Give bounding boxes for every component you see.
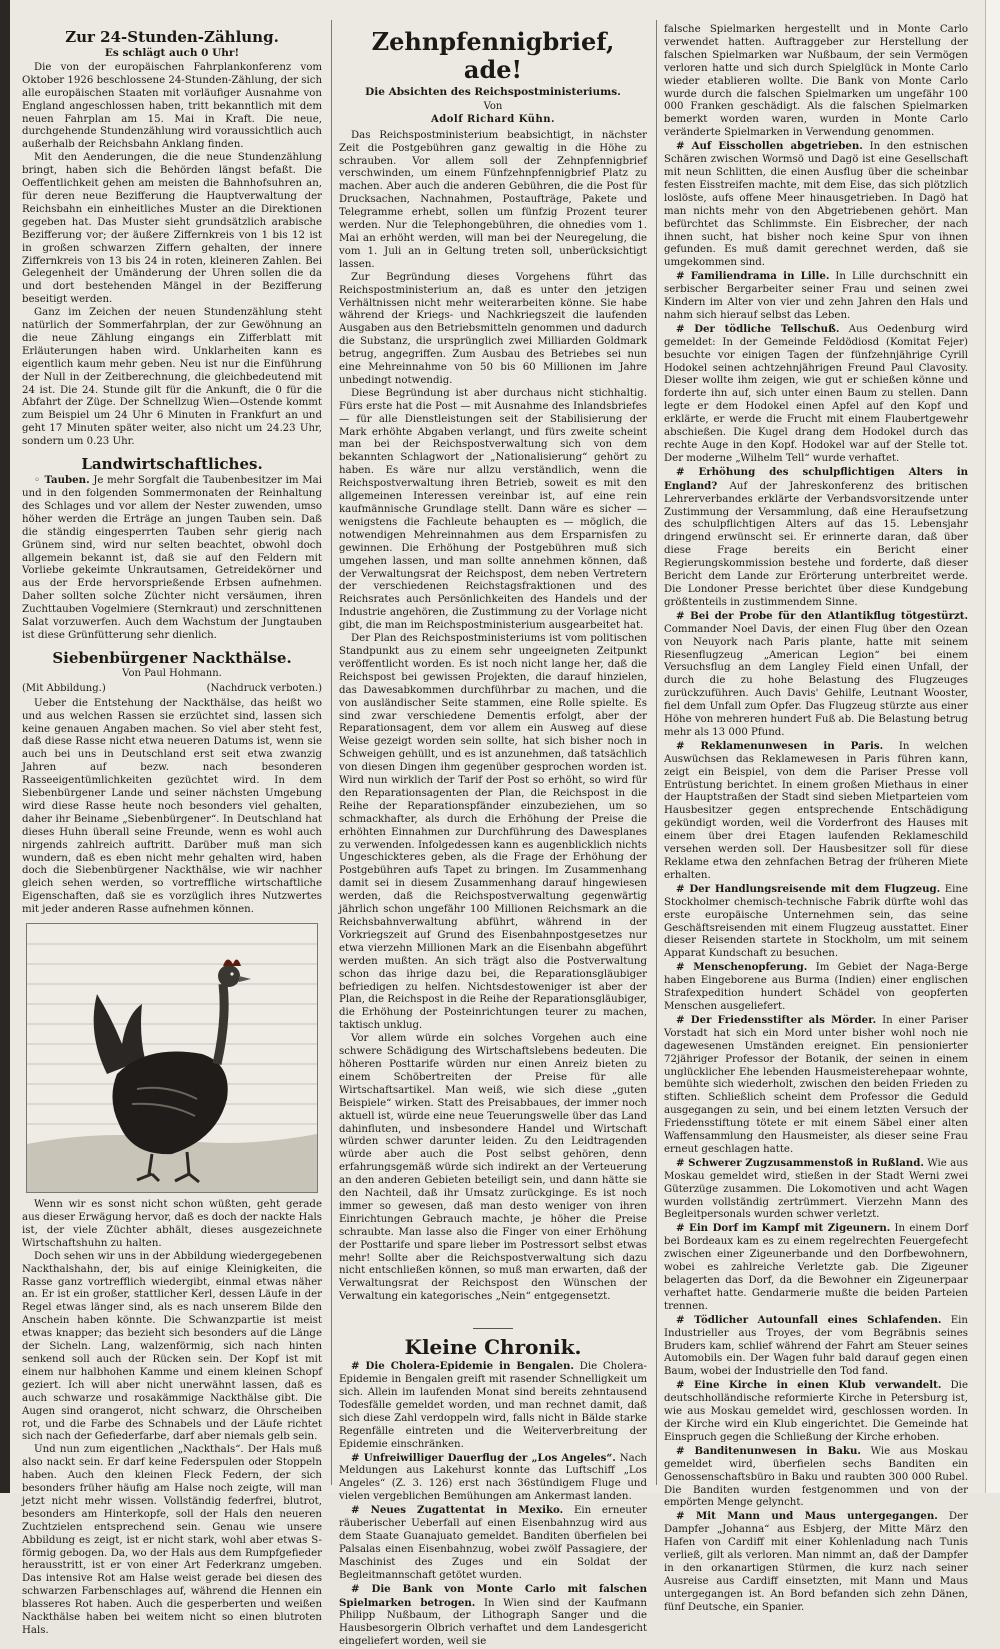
chronik-item-lead: # Tödlicher Autounfall eines Schlafenden.	[676, 1313, 942, 1326]
chronik-item-text: Die deutschholländische reformierte Kirche in Petersburg ist, wie aus Moskau gemeldet wird, geschlossen worden. In der Kirche wird ein Klub eingerichtet. Die Gemeinde hat Einspruch gegen die Schließung der Kirche erhoben.	[664, 1380, 968, 1443]
chronik-item-text: Auf der Jahreskonferenz des britischen Lehrerverbandes erklärte der Verbandsvorsitzende unter Zustimmung der Versammlung, daß eine Heraufsetzung des schulpflichtigen Alters auf das 15. Lebensjahr dringend erwünscht sei. Er erinnerte daran, daß über diese Frage bereits ein Bericht einer Regierungskommission bestehe und forderte, daß dieser Bericht dem Lande zur Erörterung unterbreitet werde. Die Londoner Presse berichtet über diese Kundgebung größtenteils in zustimmendem Sinne.	[664, 480, 968, 608]
chronik-item	[664, 740, 968, 883]
chronik-item-text: In einer Pariser Vorstadt hat sich ein Mord unter bisher wohl noch nie dagewesenen Umständen ereignet. Ein pensionierter 72jähriger Professor der Botanik, der seinen in einem unglücklicher Ehe lebenden Hausmeisterehepaar wohnte, bemühte sich wiederholt, zwischen den beiden Frieden zu stiften. Schließlich scheint dem Professor die Geduld ausgegangen zu sein, und bei einem letzten Versuch der Friedensstiftung tötete er mit einem Säbel einer alten Waffensammlung den Hausmeister, als dieser seine Frau erneut geschlagen hatte.	[664, 1014, 968, 1155]
chronik-item-text: Eine Stockholmer chemisch-technische Fabrik dürfte wohl das erste europäische Unternehmen sein, das seine Geschäftsreisenden mit einem Flugzeug ausstattet. Einer dieser Reisenden startete in Stockholm, um mit seinem Apparat Kundschaft zu besuchen.	[664, 883, 968, 960]
chronik-item-text: Aus Oedenburg wird gemeldet: In der Gemeinde Feldödiosd (Komitat Fejer) besuchte vor einigen Tagen der fünfzehnjährige Cyrill Hodokel seinen achtzehnjährigen Freund Paul Clavosity. Dieser wollte ihm zeigen, wie gut er schießen könne und forderte ihn auf, sich unter einen Baum zu stellen. Dann legte er dem Hodokel einen Apfel auf den Kopf und erklärte, er werde die Frucht mit einem Flaubertgewehr abschießen. Die Kugel drang dem Hodokel durch das rechte Auge in den Kopf. Hodokel war auf der Stelle tot. Der moderne „Wilhelm Tell“ wurde verhaftet.	[664, 323, 968, 464]
chronik-item	[664, 140, 968, 270]
article-paragraph	[22, 474, 322, 643]
column-left	[22, 28, 322, 1636]
chronik-item	[339, 1452, 647, 1505]
chronik-item	[339, 1504, 647, 1582]
chronik-item-lead: # Der Handlungsreisende mit dem Flugzeug.	[676, 882, 941, 895]
chronik-item-text: In welchen Auswüchsen das Reklamewesen in Paris führen kann, zeigt ein Beispiel, von dem die Pariser Presse voll Entrüstung berichtet. In einem großen Miethaus in einer der Hauptstraßen der Stadt sind sieben Mietparteien vom Hausbesitzer gegen entsprechende Entschädigung gekündigt worden, weil die Vorderfront des Hauses mit einem über drei Etagen laufenden Reklameschild versehen werden soll. Der Hausbesitzer soll für diese Reklame etwa den zehnfachen Betrag der früheren Miete erhalten.	[664, 740, 968, 881]
article-paragraph: Die von der europäischen Fahrplankonferenz vom Oktober 1926 beschlossene 24-Stunden-Zählung, der sich alle europäischen Staaten mit vorläufiger Ausnahme von England angeschlossen haben, tritt bekanntlich mit dem neuen Fahrplan am 15. Mai in Kraft. Die neue, durchgehende Stundenzählung wird voraussichtlich auch außerhalb der Reichsbahn Anklang finden.	[22, 61, 322, 151]
article-byline-von: Von	[483, 100, 503, 112]
chronik-list-continued	[664, 140, 968, 1614]
chronik-item-text: In den estnischen Schären zwischen Wormsö und Dagö ist eine Gesellschaft mit neun Schlitten, die einen Ausflug über die scheinbar festen Eisstreifen machte, mit dem Eise, das sich plötzlich loslöste, aufs offene Meer hinausgetrieben. In Dagö hat man nichts mehr von den Abgetriebenen gehört. Man befürchtet das Schlimmste. Ein Eisbrecher, der nach ihnen sucht, hat bisher noch keine Spur von ihnen gefunden. Es muß damit gerechnet werden, daß sie umgekommen sind.	[664, 141, 969, 269]
chronik-item-text: Die Cholera-Epidemie in Bengalen greift mit rasender Schnelligkeit um sich. Allein im laufenden Monat sind bereits zehntausend Todesfälle gemeldet worden, und man rechnet damit, daß sich diese Zahl verdoppeln wird, falls nicht in Bälde starke Regenfälle eintreten und die Weiterverbreitung der Epidemie einschränken.	[339, 1361, 647, 1450]
article-paragraph: Ganz im Zeichen der neuen Stundenzählung steht natürlich der Sommerfahrplan, der zur Gewöhnung an die neue Zählung eingangs ein Zifferblatt mit Erläuterungen haben wird. Unklarheiten kann es eigentlich kaum mehr geben. Neu ist nur die Einführung der Null in der Zeitberechnung, die gleichbedeutend mit 24 ist. Die 24. Stunde gilt für die Ankunft, die 0 für die Abfahrt der Züge. Der Schnellzug Wien—Ostende kommt zum Beispiel um 24 Uhr 6 Minuten in Frankfurt an und geht 17 Minuten später weiter, also nicht um 24.23 Uhr, sondern um 0.23 Uhr.	[22, 307, 322, 448]
chronik-item-lead: # Der Friedensstifter als Mörder.	[676, 1013, 877, 1026]
chronik-item-text: Nach Meldungen aus Lakehurst konnte das Luftschiff „Los Angeles“ (Z. 3. 126) erst nach 36stündigem Fluge und vielen vergeblichen Bemühungen am Ankermast landen.	[339, 1452, 647, 1503]
chronik-item-text: In Wien sind der Kaufmann Philipp Nußbaum, der Lithograph Sanger und die Hausbesorgerin Olbrich verhaftet und dem Landesgericht eingeliefert worden, weil sie	[339, 1597, 647, 1648]
chronik-item	[664, 1157, 968, 1223]
article-subtitle-24-stunden: Es schlägt auch 0 Uhr!	[104, 47, 240, 59]
chronik-item-lead: # Unfreiwilliger Dauerflug der „Los Angeles“.	[351, 1451, 616, 1464]
chronik-item-text: Ein Industrieller aus Troyes, der vom Begräbnis seines Bruders kam, schlief während der Fahrt am Steuer seines Automobils ein. Der Wagen fuhr bald darauf gegen einen Baum, wobei der Industrielle den Tod fand.	[664, 1314, 968, 1378]
chronik-item-lead: # Reklamenunwesen in Paris.	[676, 739, 884, 752]
rooster-drawing	[27, 924, 317, 1192]
chronik-item	[339, 1583, 647, 1649]
article-subtitle-zehnpfennigbrief: Die Absichten des Reichspostministeriums.	[365, 86, 621, 98]
chronik-item-lead: # Die Cholera-Epidemie in Bengalen.	[351, 1360, 574, 1373]
chronik-item	[664, 1445, 968, 1511]
column-middle	[339, 27, 647, 1648]
chronik-item	[664, 1014, 968, 1157]
article-author: Adolf Richard Kühn.	[431, 113, 555, 125]
column-right	[664, 24, 969, 1613]
item-text: Je mehr Sorgfalt die Taubenbesitzer im Mai und in den folgenden Sommermonaten der Reinhaltung des Schlages und vor allem der Nester zuwenden, umso höher werden die Erträge an jungen Tauben sein. Daß die ständig eingesperrten Tauben sehr gierig nach Grünem sind, wird nur selten beachtet, obwohl doch allgemein bekannt ist, daß sie auf den Feldern mit Vorliebe gekeimte Unkrautsamen, Getreidekörner und aus der Erde hervorsprießende Erbsen aufnehmen. Daher sollten solche Züchter nicht versäumen, ihren Zuchttauben Vogelmiere (Sternkraut) und zerschnittenen Salat vorzuwerfen. Auch dem Wachstum der Jungtauben ist diese Grünfütterung sehr dienlich.	[22, 475, 322, 641]
chronik-item-text: Wie aus Moskau gemeldet wird, stießen in der Stadt Werni zwei Güterzüge zusammen. Die Lokomotiven und acht Wagen wurden vollständig zertrümmert. Vierzehn Mann des Begleitpersonals wurden schwer verletzt.	[664, 1157, 969, 1221]
chronik-item	[664, 1510, 968, 1614]
chronik-item-lead: # Der tödliche Tellschuß.	[676, 322, 840, 335]
chronik-item-text: Ein erneuter räuberischer Ueberfall auf einen Eisenbahnzug wird aus dem Staate Guanajuato gemeldet. Banditen überfielen bei Palsalas einen Eisenbahnzug, wobei zwölf Passagiere, der Maschinist des Zuges und ein Soldat der Begleitmannschaft getötet wurden.	[339, 1505, 647, 1581]
chronik-item-lead: # Familiendrama in Lille.	[676, 270, 830, 283]
page-right-margin	[985, 0, 1000, 1493]
chronik-item	[664, 883, 968, 961]
article-paragraph: Vor allem würde ein solches Vorgehen auch eine schwere Schädigung des Wirtschaftslebens bedeuten. Die höheren Posttarife würden nur einen Anreiz bieten zu einem Schöbertreiten der Preise für alle Wirtschaftsartikel. Man weiß, wie sich diese „guten Beispiele“ wirken. Statt des Preisabbaues, der immer noch aktuell ist, würde eine neue Teuerungswelle über das Land dahinfluten, und insbesondere Handel und Wirtschaft würden schwer darunter leiden. Zu den Leidtragenden würde aber auch die Post selbst gehören, denn erfahrungsgemäß würde sich indirekt an der Verteuerung an den anderen Gebieten beteiligt sein, und dann hätte sie den Nachteil, daß ihr Umsatz zurückginge. Es ist noch immer so gewesen, daß man desto weniger von ihren Einrichtungen Gebrauch machte, je höher die Preise schraubte. Man lasse also die Finger von einer Erhöhung der Posttarife und spare lieber im Postressort selbst etwas mehr! Sollte aber die Reichspostverwaltung sich dazu nicht entschließen können, so muß man erwarten, daß der Verwaltungsrat der Reichspost den Wünschen der Verwaltung ein kategorisches „Nein“ entgegensetzt.	[339, 1033, 647, 1303]
chronik-item-text: Im Gebiet der Naga-Berge haben Eingeborene aus Burma (Indien) einer englischen Strafexpedition hundert Schädel von geopferten Menschen ausgeliefert.	[664, 962, 968, 1012]
article-paragraph-continued: falsche Spielmarken hergestellt und in Monte Carlo verwendet hatten. Auftraggeber zur Herstellung der falschen Spielmarken war Nußbaum, der sein Vermögen verloren hatte und sich durch Spielglück in Monte Carlo wieder etablieren wollte. Die Bank von Monte Carlo wurde durch die falschen Spielmarken um ungefähr 100 000 Franken geschädigt. Als die falschen Spielmarken bemerkt worden waren, wurden in Monte Carlo veränderte Spielmarken in Verwendung genommen.	[664, 24, 968, 139]
chronik-list	[339, 1360, 647, 1649]
article-paragraph: Ueber die Entstehung der Nackthälse, das heißt wo und aus welchen Rassen sie erzüchtet sind, lassen sich keine genauen Angaben machen. So viel aber steht fest, daß diese Rasse nicht etwa neueren Datums ist, wenn sie auch bei uns in Deutschland erst seit etwa zwanzig Jahren auf bezw. nach besonderen Rasseeigentümlichkeiten gezüchtet wird. In dem Siebenbürgener Lande und seiner nächsten Umgebung wird diese Rasse heute noch besonders viel gehalten, daher ihr Beiname „Siebenbürgener“. In Deutschland hat dieses Huhn überall seine Freunde, wenn es wohl auch nirgends zahlreich auftritt. Darüber muß man sich wundern, daß es eben nicht mehr gehalten wird, haben doch die Siebenbürgener Nackthälse, wie wir nachher gleich sehen werden, so vortreffliche wirtschaftliche Eigenschaften, daß sie es vorzüglich ihres Nutzwertes mit jeder anderen Rasse aufnehmen können.	[22, 697, 322, 916]
note-copyright: (Nachdruck verboten.)	[206, 682, 322, 694]
article-title-24-stunden: Zur 24-Stunden-Zählung.	[65, 28, 279, 46]
article-paragraph: Doch sehen wir uns in der Abbildung wiedergegebenen Nackthalshahn, der, bis auf einige Kleinigkeiten, die Rasse ganz vortrefflich wiedergibt, einmal etwas näher an. Er ist ein großer, stattlicher Kerl, dessen Läufe in der Regel etwas länger sind, als es nach unserem Bilde den Anschein haben könnte. Die Schwanzpartie ist meist etwas knapper; das bezieht sich besonders auf die Länge der Sicheln. Lang, walzenförmig, sich nach hinten senkend soll auch der Rücken sein. Der Kopf ist mit einem nur halbhohen Kamme und einem kleinen Schopf geziert. Ich will aber nicht unerwähnt lassen, daß es auch schwarze und rosakämmige Nackthälse gibt. Die Augen sind orangerot, nicht schwarz, die Ohrscheiben rot, und die Farbe des Schnabels und der Läufe richtet sich nach der Gefiederfarbe, darf aber niemals gelb sein.	[22, 1250, 322, 1443]
section-separator	[473, 1328, 513, 1329]
article-paragraph: Mit den Aenderungen, die die neue Stundenzählung bringt, haben sich die Behörden längst befaßt. Die Oeffentlichkeit gehen am meisten die Bahnhofsuhren an, für deren neue Bezifferung die Hauptverwaltung der Reichsbahn ein einheitliches Muster an die Direktionen gegeben hat. Das Muster sieht grundsätzlich arabische Bezifferung vor; der äußere Ziffernkreis von 1 bis 12 ist in großen schwarzen Ziffern gehalten, der innere Ziffernkreis von 13 bis 24 in roten, kleineren Zahlen. Bei Gelegenheit der Umänderung der Uhren sollen die da und dort bestehenden Mängel in der Bezifferung beseitigt werden.	[22, 152, 322, 306]
article-paragraph: Und nun zum eigentlichen „Nackthals“. Der Hals muß also nackt sein. Er darf keine Federspulen oder Stoppeln haben. Auch den kleinen Fleck Federn, der sich besonders früher häufig am Halse noch zeigte, will man jetzt nicht mehr wissen. Vollständig federfrei, blutrot, besonders am Hinterkopfe, soll der Hals den neueren Zuchtzielen entsprechend sein. Genau wie unsere Abbildung es zeigt, ist er nicht stark, wohl aber etwas S-förmig gebogen. Da, wo der Hals aus dem Rumpfgefieder herausstritt, ist er von einer Art Federkranz umgeben. Das intensive Rot am Halse weist gerade bei diesen des schwarzen Farbenschlages auf, während die Hennen ein blasseres Rot haben. Auch die gesperberten und weißen Nackthälse haben bei weitem nicht so einen blutroten Hals.	[22, 1444, 322, 1636]
chronik-item	[664, 270, 968, 323]
chronik-item-lead: # Die Bank von Monte Carlo mit falschen Spielmarken betrogen.	[339, 1582, 647, 1609]
chronik-item	[664, 610, 968, 740]
chronik-item	[664, 1222, 968, 1313]
chronik-item-lead: # Menschenopferung.	[676, 961, 808, 974]
article-paragraph: Wenn wir es sonst nicht schon wüßten, geht gerade aus dieser Erwägung hervor, daß es doch der nackte Hals ist, der viele Züchter abhält, dieses ausgezeichnete Wirtschaftshuhn zu halten.	[22, 1199, 322, 1249]
chronik-item	[664, 1379, 968, 1445]
article-title-zehnpfennigbrief: Zehnpfennigbrief, ade!	[371, 27, 615, 84]
page-binding-edge	[0, 0, 10, 1493]
chronik-item-lead: # Schwerer Zugzusammenstoß in Rußland.	[676, 1156, 924, 1169]
chronik-item-lead: # Mit Mann und Maus untergegangen.	[676, 1510, 938, 1523]
chronik-item-text: In einem Dorf bei Bordeaux kam es zu einem regelrechten Feuergefecht zwischen einer Zigeunerbande und den Dorfbewohnern, wobei es zahlreiche Verletzte gab. Die Zigeuner belagerten das Dorf, da die Bewohner ein Zigeunerpaar verhaftet hatte. Gendarmerie mußte die beiden Parteien trennen.	[664, 1223, 969, 1312]
chronik-item	[339, 1360, 647, 1451]
chronik-item-text: Der Dampfer „Johanna“ aus Esbjerg, der Mitte März den Hafen von Cardiff mit einer Kohlenladung nach Tunis verließ, gilt als verloren. Man nimmt an, daß der Dampfer in den orkanartigen Stürmen, die kurz nach seiner Ausreise aus Cardiff einsetzten, mit Mann und Maus untergegangen ist. An Bord befanden sich zehn Dänen, fünf Deutsche, ein Spanier.	[664, 1511, 968, 1613]
chronik-item-lead: # Bei der Probe für den Atlantikflug tötgestürzt.	[676, 609, 968, 622]
column-rule-right	[656, 20, 657, 1485]
item-lead: ◦ Tauben.	[34, 474, 90, 487]
chronik-item-lead: # Banditenunwesen in Baku.	[676, 1444, 861, 1457]
chronik-item-text: Commander Noel Davis, der einen Flug über den Ozean von Neuyork nach Paris plante, hatte mit seinem Riesenflugzeug „American Legion“ bei einem Versuchsflug an dem Langley Field einen Unfall, der durch die zu hohe Belastung des Flugzeuges zurückzuführen. Auch Davis' Gehilfe, Leutnant Wooster, fiel dem Unfall zum Opfer. Das Flugzeug stürzte aus einer Höhe von mehreren hundert Fuß ab. Die Belastung betrug mehr als 13 000 Pfund.	[664, 623, 968, 738]
article-notes	[22, 683, 322, 696]
chronik-item	[664, 466, 968, 610]
article-paragraph: Das Reichspostministerium beabsichtigt, in nächster Zeit die Postgebühren ganz gewaltig in die Höhe zu schrauben. Vor allem soll der Zehnpfennigbrief verschwinden, um einem Fünfzehnpfennigbrief Platz zu machen. Aber auch die anderen Gebühren, die die Post für Drucksachen, Nachnahmen, Postaufträge, Pakete und Telegramme erhebt, sollen um fünfzig Prozent teurer werden. Nur die Telephongebühren, die ohnedies vom 1. Mai an erhöht werden, will man bei der Neuregelung, die vom 1. Juli an in Geltung treten soll, unberücksichtigt lassen.	[339, 129, 647, 270]
rooster-illustration	[26, 923, 318, 1193]
chronik-item	[664, 1314, 968, 1380]
chronik-item-lead: # Erhöhung des schulpflichtigen Alters in England?	[664, 465, 968, 492]
section-title-landwirtschaft: Landwirtschaftliches.	[81, 455, 263, 474]
chronik-item-text: In Lille durchschnitt ein serbischer Bergarbeiter seiner Frau und seinen zwei Kindern im Alter von vier und zehn Jahren den Hals und nahm sich hierauf selbst das Leben.	[664, 271, 968, 321]
chronik-item-lead: # Eine Kirche in einen Klub verwandelt.	[676, 1379, 942, 1392]
chronik-item-lead: # Ein Dorf im Kampf mit Zigeunern.	[676, 1222, 891, 1235]
chronik-item-lead: # Auf Eisschollen abgetrieben.	[676, 140, 863, 153]
chronik-item	[664, 961, 968, 1014]
note-illustration: (Mit Abbildung.)	[22, 682, 106, 694]
chronik-item	[664, 323, 968, 466]
article-paragraph: Der Plan des Reichspostministeriums ist vom politischen Standpunkt aus zu einem sehr ungeeigneten Zeitpunkt veröffentlicht worden. Es ist noch nicht lange her, daß die Reichspost bei gewissen Projekten, die darauf hinzielen, das Dawesabkommen durchführbar zu machen, und die von ausländischer Seite stammen, eine Rolle spielte. Es sind zwar verschiedene Dementis erfolgt, aber der Reparationsagent, dem vor allem ein Ausweg auf diese Weise gezeigt worden sein sollte, hat sich bisher noch in Schweigen gehüllt, und es ist anzunehmen, daß tatsächlich von diesen Dingen ihm gegenüber gesprochen worden ist. Wird nun wirklich der Tarif der Post so erhöht, so wird für den Reparationsagenten der Plan, die Reichspost in die Reihe der Reparationspfänder einzubeziehen, um so schmackhafter, als durch die Erhöhung der Preise die erhöhten Einnahmen zur Durchführung des Dawesplanes zu verwenden. Infolgedessen kann es augenblicklich nichts Ungeschickteres geben, als die Frage der Erhöhung der Postgebühren aufs Tapet zu bringen. Im Zusammenhang damit sei in diesem Zusammenhang darauf hingewiesen werden, daß die Reichspostverwaltung gegenwärtig jährlich schon ungefähr 100 Millionen Reichsmark an die Reichsbahnverwaltung abführt, während in der Vorkriegszeit auf Grund des Eisenbahnpostgesetzes nur etwa vierzehn Millionen Mark an die Eisenbahn abgeführt werden mußten. An sich trägt also die Postverwaltung schon das ihrige dazu bei, die Reparationsgläubiger befriedigen zu helfen. Nichtsdestoweniger ist aber der Plan, die Reichspost in die Reihe der Reparationsgläubiger, die Erhöhung der Posteinrichtungen teurer zu machen, taktisch unklug.	[339, 633, 647, 1032]
section-title-kleine-chronik: Kleine Chronik.	[404, 1335, 582, 1360]
article-paragraph: Zur Begründung dieses Vorgehens führt das Reichspostministerium an, daß es unter den jetzigen Verhältnissen nicht mehr weiterarbeiten könne. Sie habe während der Kriegs- und Nachkriegszeit die laufenden Ausgaben aus den Betriebsmitteln genommen und dadurch die Substanz, die ursprünglich zwei Milliarden Goldmark betrug, angegriffen. Zum Ausbau des Betriebes sei nun eine Mehreinnahme von 50 bis 60 Millionen im Jahre unbedingt notwendig.	[339, 271, 647, 386]
column-rule-left	[331, 20, 332, 1485]
chronik-item-text: Wie aus Moskau gemeldet wird, überfielen sechs Banditen ein Genossenschaftsbüro in Baku und raubten 300 000 Rubel. Die Banditen wurden festgenommen und von der empörten Menge gelyncht.	[664, 1445, 968, 1509]
article-paragraph: Diese Begründung ist aber durchaus nicht stichhaltig. Fürs erste hat die Post — mit Ausnahme des Inlandsbriefes — für alle Dienstleistungen seit der Stabilisierung der Mark erhöhte Abgaben verlangt, und fürs zweite scheint man bei der Reichspostverwaltung sich von dem bekannten Schlagwort der „Nationalisierung“ gehört zu haben. Es wäre nur allzu verständlich, wenn die Reichspostverwaltung ihren Betrieb, soweit es mit den allgemeinen Interessen vereinbar ist, auf eine rein kaufmännische Grundlage stellt. Dann wäre es sicher — wenigstens die Fachleute behaupten es — möglich, die notwendigen Mehreinnahmen aus dem Ersparnisfen zu gewinnen. Die Erhöhung der Postgebühren muß sich umgehen lassen, und man sollte annehmen können, daß der Verwaltungsrat der Reichspost, dem neben Vertretern der verschiedenen Reichstagsfraktionen und des Reichsrates auch Persönlichkeiten des Handels und der Industrie angehören, die Zustimmung zu der Vorlage nicht gibt, die man im Reichspostministerium ausgearbeitet hat.	[339, 387, 647, 632]
article-byline: Von Paul Hohmann.	[122, 667, 222, 679]
chronik-item-lead: # Neues Zugattentat in Mexiko.	[351, 1504, 564, 1517]
article-title-nackthaelse: Siebenbürgener Nackthälse.	[52, 648, 292, 667]
